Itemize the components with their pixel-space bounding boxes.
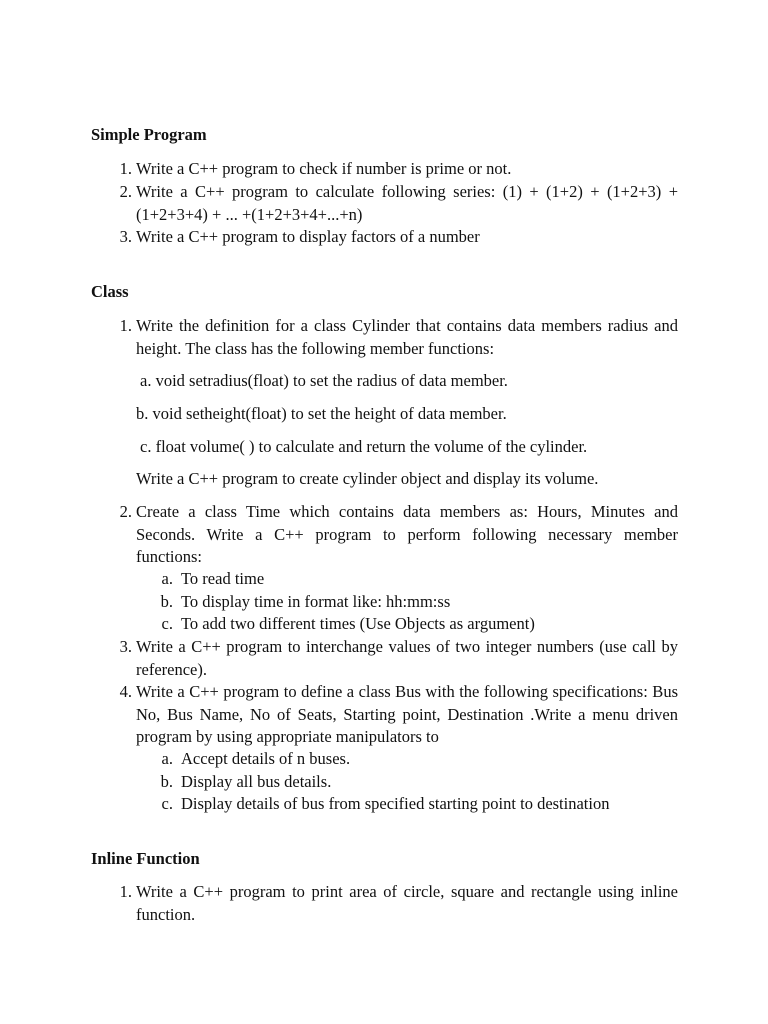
sub-list-item — [155, 613, 685, 636]
list-item — [112, 226, 678, 249]
sub-item-text: Display all bus details. — [181, 772, 332, 791]
cylinder-function-a: a. void setradius(float) to set the radius of data member. — [140, 371, 508, 390]
item-number: 3. — [119, 637, 132, 656]
item-text: Write the definition for a class Cylinder that contains data members radius and height. The class has the following member functions: — [136, 316, 678, 358]
list-item — [112, 881, 678, 926]
list-item — [112, 315, 678, 360]
cylinder-closing-text: Write a C++ program to create cylinder object and display its volume. — [136, 469, 599, 488]
sub-list-item — [155, 771, 685, 794]
sub-item-text: To add two different times (Use Objects as argument) — [181, 614, 535, 633]
item-text: Write a C++ program to check if number is prime or not. — [136, 159, 512, 178]
sub-item-label: c. — [161, 794, 173, 813]
item-number: 1. — [119, 159, 132, 178]
list-item — [112, 158, 678, 181]
item-text: Write a C++ program to define a class Bus with the following specifications: Bus No, Bus Name, No of Seats, Starting point, Destination .Write a menu driven program by using appropriate manipulators to — [136, 682, 678, 746]
item-number: 4. — [119, 682, 132, 701]
sub-item-label: b. — [160, 772, 173, 791]
list-item — [112, 681, 678, 749]
sub-list-item — [155, 591, 685, 614]
item-text: Create a class Time which contains data members as: Hours, Minutes and Seconds. Write a C++ program to perform following necessary member functions: — [136, 502, 678, 566]
item-text: Write a C++ program to interchange values of two integer numbers (use call by reference). — [136, 637, 678, 679]
item-number: 1. — [119, 882, 132, 901]
sub-item-label: c. — [161, 614, 173, 633]
cylinder-function-c: c. float volume( ) to calculate and return the volume of the cylinder. — [140, 437, 588, 456]
sub-list-item — [155, 748, 685, 771]
item-number: 2. — [119, 502, 132, 521]
section-heading-simple-program: Simple Program — [91, 125, 207, 144]
sub-item-text: To read time — [181, 569, 265, 588]
sub-item-text: To display time in format like: hh:mm:ss — [181, 592, 451, 611]
sub-item-text: Accept details of n buses. — [181, 749, 351, 768]
list-item — [112, 636, 678, 681]
sub-list-item — [155, 793, 685, 816]
section-heading-class: Class — [91, 282, 129, 301]
item-number: 2. — [119, 182, 132, 201]
sub-list-item — [155, 568, 685, 591]
sub-item-text: Display details of bus from specified starting point to destination — [181, 794, 610, 813]
item-number: 3. — [119, 227, 132, 246]
list-item — [112, 501, 678, 569]
item-text: Write a C++ program to calculate following series: (1) + (1+2) + (1+2+3) + (1+2+3+4) + ... +(1+2+3+4+...+n) — [136, 182, 678, 224]
item-number: 1. — [119, 316, 132, 335]
sub-item-label: b. — [160, 592, 173, 611]
sub-item-label: a. — [161, 749, 173, 768]
item-text: Write a C++ program to print area of circle, square and rectangle using inline function. — [136, 882, 678, 924]
item-text: Write a C++ program to display factors of a number — [136, 227, 480, 246]
section-heading-inline-function: Inline Function — [91, 849, 200, 868]
cylinder-function-b: b. void setheight(float) to set the height of data member. — [136, 404, 507, 423]
list-item — [112, 181, 678, 226]
sub-item-label: a. — [161, 569, 173, 588]
